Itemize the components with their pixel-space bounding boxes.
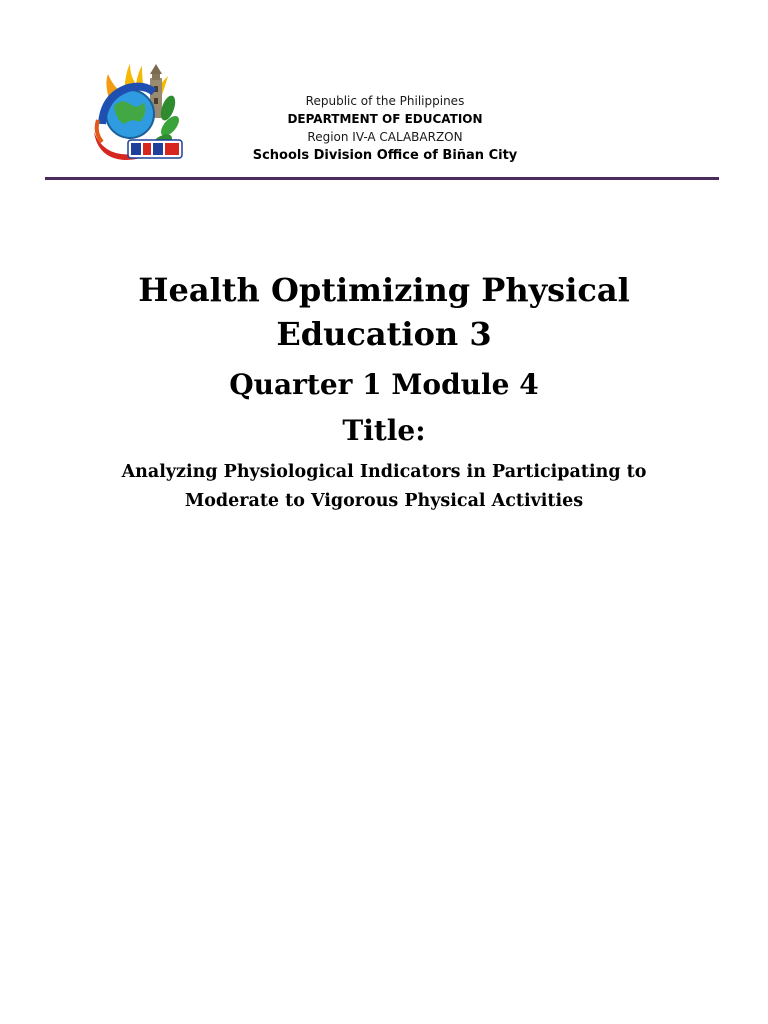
header-divider	[45, 177, 719, 180]
module-title-block	[40, 268, 728, 516]
module-topic-line-1: Analyzing Physiological Indicators in Participating to	[121, 462, 647, 482]
subject-title	[40, 268, 728, 356]
country-name: Republic of the Philippines	[305, 94, 465, 108]
subject-title-line-1: Health Optimizing Physical	[138, 271, 630, 309]
agency-header	[190, 92, 580, 165]
department-name: DEPARTMENT OF EDUCATION	[287, 112, 483, 126]
subject-title-line-2: Education 3	[276, 315, 492, 353]
module-topic-title	[40, 458, 728, 516]
title-heading: Title:	[342, 414, 426, 447]
region-name: Region IV-A CALABARZON	[307, 130, 463, 144]
deped-mark-icon	[128, 140, 182, 158]
division-office-name: Schools Division Office of Biñan City	[252, 148, 518, 163]
quarter-module-label: Quarter 1 Module 4	[229, 368, 539, 401]
sdo-binan-deped-seal-icon	[84, 62, 188, 166]
module-topic-line-2: Moderate to Vigorous Physical Activities	[184, 491, 584, 511]
